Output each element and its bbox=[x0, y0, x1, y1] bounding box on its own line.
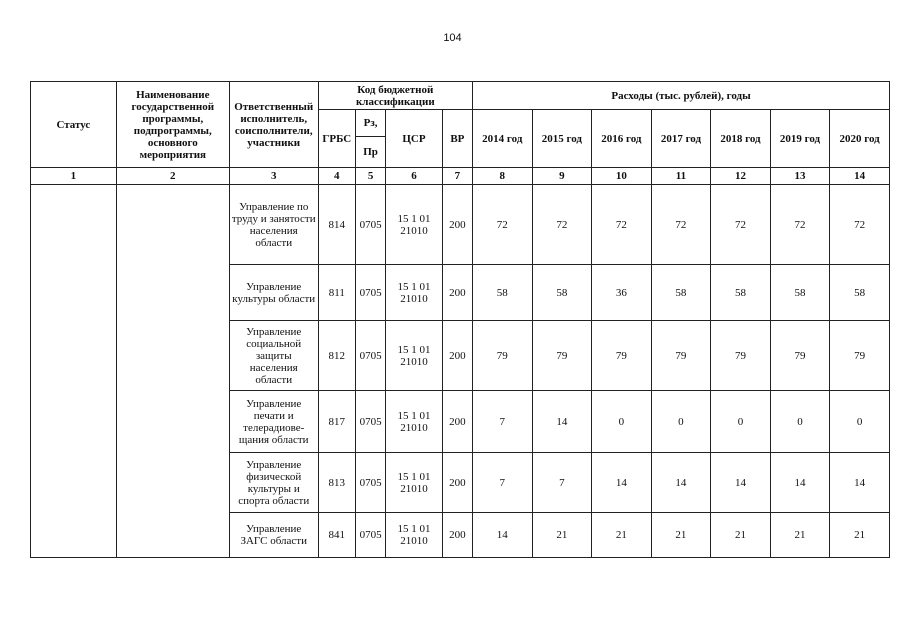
rzpr-cell: 0705 bbox=[355, 391, 385, 453]
value-cell: 79 bbox=[770, 321, 830, 391]
table-row bbox=[31, 185, 890, 265]
header-program-name: Наименование государственной программы, подпрограммы, основного мероприятия bbox=[116, 82, 229, 168]
executor-cell: Управление социальной защиты населения области bbox=[229, 321, 318, 391]
value-cell: 72 bbox=[770, 185, 830, 265]
csr-cell bbox=[386, 321, 443, 391]
value-cell: 36 bbox=[592, 265, 652, 321]
executor-cell: Управление ЗАГС области bbox=[229, 513, 318, 558]
csr-part: 21010 bbox=[400, 421, 428, 434]
csr-part: 21010 bbox=[400, 292, 428, 305]
value-cell: 0 bbox=[830, 391, 890, 453]
value-cell: 21 bbox=[830, 513, 890, 558]
header-rz: Рз, bbox=[355, 110, 385, 137]
value-cell: 14 bbox=[592, 453, 652, 513]
value-cell: 58 bbox=[532, 265, 592, 321]
grbs-cell: 841 bbox=[318, 513, 355, 558]
csr-part: 15 1 01 bbox=[397, 470, 431, 483]
value-cell: 14 bbox=[473, 513, 533, 558]
grbs-cell: 813 bbox=[318, 453, 355, 513]
csr-part: 21010 bbox=[400, 535, 428, 547]
value-cell: 21 bbox=[592, 513, 652, 558]
column-numbers-row bbox=[31, 168, 890, 185]
csr-part: 21010 bbox=[400, 355, 428, 368]
csr-part: 15 1 01 bbox=[397, 280, 431, 293]
column-number: 9 bbox=[532, 168, 592, 185]
grbs-cell: 817 bbox=[318, 391, 355, 453]
header-expenses: Расходы (тыс. рублей), годы bbox=[473, 82, 890, 110]
value-cell: 72 bbox=[592, 185, 652, 265]
column-number: 3 bbox=[229, 168, 318, 185]
header-year-2014: 2014 год bbox=[473, 110, 533, 168]
value-cell: 58 bbox=[770, 265, 830, 321]
value-cell: 0 bbox=[770, 391, 830, 453]
grbs-cell: 812 bbox=[318, 321, 355, 391]
vr-cell: 200 bbox=[442, 453, 472, 513]
csr-part: 21010 bbox=[400, 482, 428, 495]
value-cell: 58 bbox=[651, 265, 711, 321]
csr-part: 21010 bbox=[400, 224, 428, 237]
csr-cell bbox=[386, 265, 443, 321]
header-budget-code: Код бюджетной классификации bbox=[318, 82, 472, 110]
header-executor: Ответственный исполнитель, соисполнители, участники bbox=[229, 82, 318, 168]
value-cell: 14 bbox=[830, 453, 890, 513]
page-number: 104 bbox=[443, 32, 462, 44]
vr-cell: 200 bbox=[442, 185, 472, 265]
column-number: 11 bbox=[651, 168, 711, 185]
header-year-2019: 2019 год bbox=[770, 110, 830, 168]
value-cell: 79 bbox=[711, 321, 771, 391]
value-cell: 14 bbox=[770, 453, 830, 513]
value-cell: 7 bbox=[473, 391, 533, 453]
column-number: 4 bbox=[318, 168, 355, 185]
value-cell: 14 bbox=[651, 453, 711, 513]
value-cell: 0 bbox=[711, 391, 771, 453]
column-number: 13 bbox=[770, 168, 830, 185]
value-cell: 72 bbox=[651, 185, 711, 265]
csr-cell bbox=[386, 185, 443, 265]
value-cell: 14 bbox=[532, 391, 592, 453]
value-cell: 79 bbox=[651, 321, 711, 391]
rzpr-cell: 0705 bbox=[355, 321, 385, 391]
column-number: 12 bbox=[711, 168, 771, 185]
value-cell: 79 bbox=[532, 321, 592, 391]
header-status: Статус bbox=[31, 82, 117, 168]
value-cell: 21 bbox=[532, 513, 592, 558]
column-number: 2 bbox=[116, 168, 229, 185]
header-pr: Пр bbox=[355, 137, 385, 168]
value-cell: 72 bbox=[830, 185, 890, 265]
rzpr-cell: 0705 bbox=[355, 453, 385, 513]
header-csr: ЦСР bbox=[386, 110, 443, 168]
value-cell: 72 bbox=[532, 185, 592, 265]
header-year-2017: 2017 год bbox=[651, 110, 711, 168]
executor-cell: Управление физической культуры и спорта области bbox=[229, 453, 318, 513]
column-number: 1 bbox=[31, 168, 117, 185]
column-number: 8 bbox=[473, 168, 533, 185]
value-cell: 58 bbox=[830, 265, 890, 321]
status-cell bbox=[31, 185, 117, 558]
executor-cell: Управление по труду и занятости населения области bbox=[229, 185, 318, 265]
value-cell: 21 bbox=[711, 513, 771, 558]
column-number: 14 bbox=[830, 168, 890, 185]
rzpr-cell: 0705 bbox=[355, 185, 385, 265]
budget-table bbox=[30, 81, 890, 558]
column-number: 5 bbox=[355, 168, 385, 185]
rzpr-cell: 0705 bbox=[355, 513, 385, 558]
value-cell: 7 bbox=[532, 453, 592, 513]
csr-part: 15 1 01 bbox=[397, 523, 431, 535]
vr-cell: 200 bbox=[442, 321, 472, 391]
header-year-2015: 2015 год bbox=[532, 110, 592, 168]
value-cell: 0 bbox=[651, 391, 711, 453]
value-cell: 21 bbox=[770, 513, 830, 558]
value-cell: 72 bbox=[473, 185, 533, 265]
csr-cell bbox=[386, 513, 443, 558]
value-cell: 79 bbox=[592, 321, 652, 391]
grbs-cell: 814 bbox=[318, 185, 355, 265]
value-cell: 58 bbox=[711, 265, 771, 321]
csr-cell bbox=[386, 453, 443, 513]
value-cell: 58 bbox=[473, 265, 533, 321]
grbs-cell: 811 bbox=[318, 265, 355, 321]
executor-cell: Управление культуры области bbox=[229, 265, 318, 321]
header-vr: ВР bbox=[442, 110, 472, 168]
value-cell: 21 bbox=[651, 513, 711, 558]
csr-cell bbox=[386, 391, 443, 453]
value-cell: 79 bbox=[830, 321, 890, 391]
value-cell: 79 bbox=[473, 321, 533, 391]
header-year-2018: 2018 год bbox=[711, 110, 771, 168]
vr-cell: 200 bbox=[442, 265, 472, 321]
vr-cell: 200 bbox=[442, 391, 472, 453]
header-year-2020: 2020 год bbox=[830, 110, 890, 168]
value-cell: 72 bbox=[711, 185, 771, 265]
header-year-2016: 2016 год bbox=[592, 110, 652, 168]
csr-part: 15 1 01 bbox=[397, 212, 431, 225]
executor-cell: Управление печати и телерадиове-щания области bbox=[229, 391, 318, 453]
column-number: 6 bbox=[386, 168, 443, 185]
value-cell: 7 bbox=[473, 453, 533, 513]
value-cell: 0 bbox=[592, 391, 652, 453]
program-name-cell bbox=[116, 185, 229, 558]
value-cell: 14 bbox=[711, 453, 771, 513]
column-number: 10 bbox=[592, 168, 652, 185]
csr-part: 15 1 01 bbox=[397, 409, 431, 422]
header-grbs: ГРБС bbox=[318, 110, 355, 168]
rzpr-cell: 0705 bbox=[355, 265, 385, 321]
csr-part: 15 1 01 bbox=[397, 343, 431, 356]
column-number: 7 bbox=[442, 168, 472, 185]
vr-cell: 200 bbox=[442, 513, 472, 558]
